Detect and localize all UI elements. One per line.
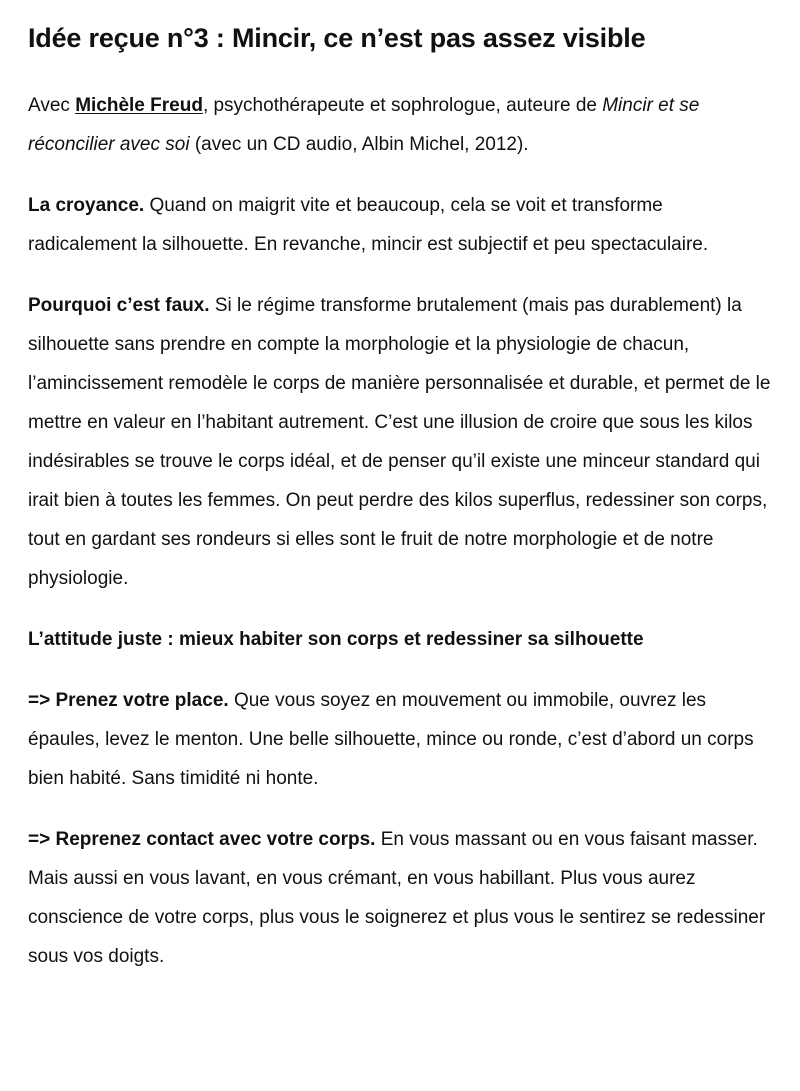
tip-label: => Prenez votre place. (28, 689, 229, 711)
tip-text: Que vous soyez en mouvement ou immobile, ouvrez les épaules, levez le menton. Une belle silhouette, mince ou ronde, c’est d’abord un corps bien habité. Sans timidité ni honte. (28, 689, 754, 789)
intro-paragraph (28, 86, 776, 164)
intro-prefix: Avec (28, 94, 76, 116)
why-false-paragraph (28, 286, 776, 598)
article-title: Idée reçue n°3 : Mincir, ce n’est pas assez visible (28, 23, 646, 53)
tip-paragraph (28, 820, 776, 976)
author-link[interactable]: Michèle Freud (75, 94, 203, 116)
book-title: Mincir et se réconcilier avec soi (28, 94, 700, 155)
tip-text: En vous massant ou en vous faisant masser. Mais aussi en vous lavant, en vous crémant, en vous habillant. Plus vous aurez conscience de votre corps, plus vous le soignerez et plus vous le sentirez se redessiner sous vos doigts. (28, 828, 766, 967)
belief-text: Quand on maigrit vite et beaucoup, cela se voit et transforme radicalement la silhouette. En revanche, mincir est subjectif et peu spectaculaire. (28, 194, 709, 255)
tip-paragraph (28, 681, 776, 798)
belief-label: La croyance. (28, 194, 145, 216)
why-false-label: Pourquoi c’est faux. (28, 294, 210, 316)
attitude-heading: L’attitude juste : mieux habiter son corps et redessiner sa silhouette (28, 628, 644, 650)
belief-paragraph (28, 186, 776, 264)
intro-middle: , psychothérapeute et sophrologue, auteure de (202, 94, 603, 116)
tip-label: => Reprenez contact avec votre corps. (28, 828, 376, 850)
why-false-text: Si le régime transforme brutalement (mais pas durablement) la silhouette sans prendre en compte la morphologie et la physiologie de chacun, l’amincissement remodèle le corps de manière personnalisée et durable, et permet de le mettre en valeur en l’habitant autrement. C’est une illusion de croire que sous les kilos indésirables se trouve le corps idéal, et de penser qu’il existe une minceur standard qui irait bien à toutes les femmes. On peut perdre des kilos superflus, redessiner son corps, tout en gardant ses rondeurs si elles sont le fruit de notre morphologie et de notre physiologie. (28, 294, 771, 589)
intro-suffix: (avec un CD audio, Albin Michel, 2012). (189, 133, 529, 155)
